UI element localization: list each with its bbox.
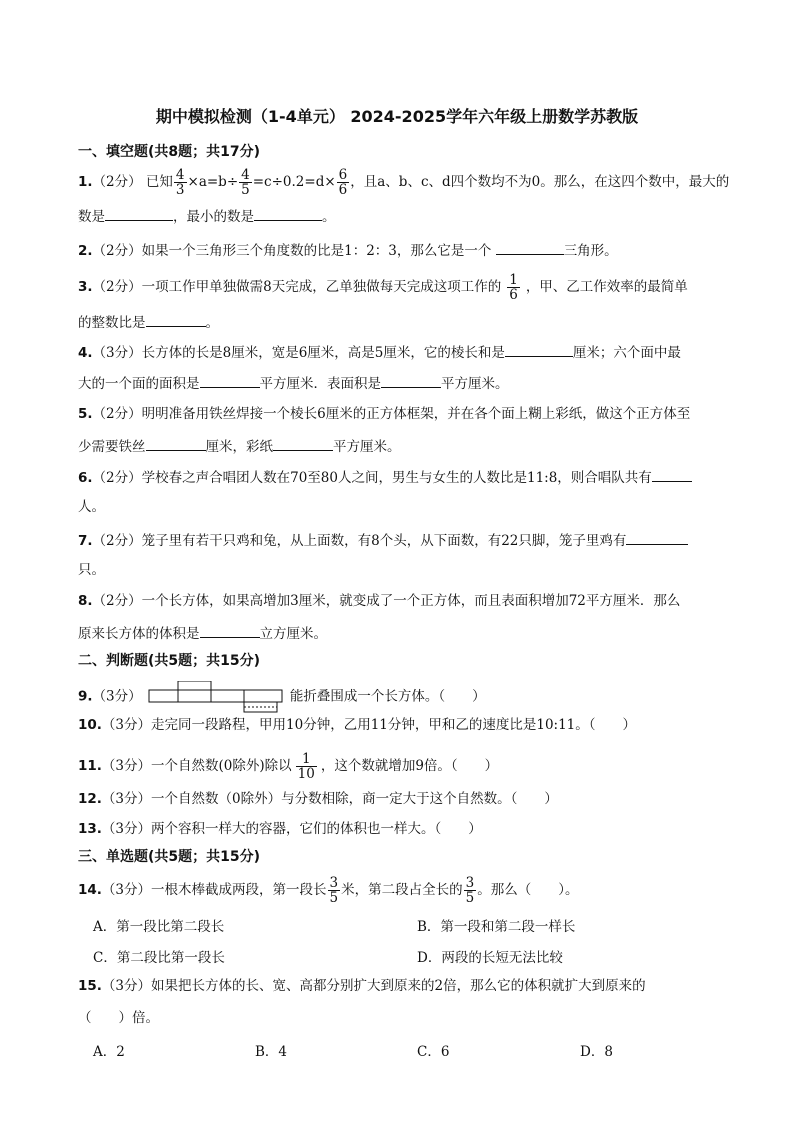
question-number: 1.: [78, 174, 93, 190]
section-heading-single-choice: 三、单选题(共5题；共15分): [78, 849, 261, 865]
option-b[interactable]: B．4: [255, 1044, 288, 1060]
option-d[interactable]: D．8: [580, 1044, 613, 1060]
question-11: 11.（3分）一个自然数(0除外)除以 $\frac{1}{10}$ ，这个数就增加9倍。（ ）: [78, 751, 499, 782]
question-9: 9.（3分） 能折叠围成一个长方体。（ ）: [78, 681, 486, 713]
question-4: 4.（3分）长方体的长是8厘米，宽是6厘米，高是5厘米，它的棱长和是 厘米；六个面中最: [78, 342, 681, 362]
option-c[interactable]: C．6: [417, 1044, 450, 1060]
section-heading-fill-in: 一、填空题(共8题；共17分): [78, 144, 261, 160]
question-6: 6.（2分）学校春之声合唱团人数在70至80人之间，男生与女生的人数比是11:8，则合唱队共有: [78, 467, 692, 487]
question-score: （2分）: [92, 174, 142, 190]
answer-blank[interactable]: [146, 312, 206, 327]
fraction: $\frac{4}{3}$: [175, 167, 185, 198]
question-4-line-2: 大的一个面的面积是 平方厘米．表面积是 平方厘米。: [78, 373, 509, 393]
answer-blank[interactable]: [200, 373, 260, 388]
answer-blank[interactable]: [273, 436, 333, 451]
answer-blank[interactable]: [200, 623, 260, 638]
question-1: 1.（2分） 已知 $\frac{4}{3}$ ×a=b÷ $\frac{4}{5}$ =c÷0.2=d× $\frac{6}{6}$ ，且a、b、c、d四个数均不为0。那么，在这四个数中，最大的: [78, 167, 730, 198]
fraction: $\frac{1}{6}$: [509, 272, 518, 303]
question-14: 14.（3分）一根木棒截成两段，第一段长 $\frac{3}{5}$ 米，第二段占全长的 $\frac{3}{5}$ 。那么（ ）。: [78, 875, 579, 906]
question-12: 12.（3分）一个自然数（0除外）与分数相除，商一定大于这个自然数。（ ）: [78, 791, 558, 807]
option-d[interactable]: D．两段的长短无法比较: [417, 950, 563, 966]
fraction: $\frac{4}{5}$: [241, 167, 250, 198]
question-3-line-2: 的整数比是 。: [78, 312, 219, 332]
option-a[interactable]: A．第一段比第二段长: [93, 919, 225, 935]
answer-blank[interactable]: [381, 373, 441, 388]
answer-blank[interactable]: [146, 436, 206, 451]
question-3: 3.（2分）一项工作甲单独做需8天完成，乙单独做每天完成这项工作的 $\frac{1}{6}$ ，甲、乙工作效率的最简单: [78, 272, 688, 303]
option-b[interactable]: B．第一段和第二段一样长: [417, 919, 576, 935]
question-1-line-2: 数是 ，最小的数是 。: [78, 206, 336, 226]
question-10: 10.（3分）走完同一段路程，甲用10分钟，乙用11分钟，甲和乙的速度比是10:11。（ ）: [78, 717, 637, 733]
answer-blank[interactable]: [505, 342, 573, 357]
section-heading-judgement: 二、判断题(共5题；共15分): [78, 653, 261, 669]
question-8-line-2: 原来长方体的体积是 立方厘米。: [78, 623, 327, 643]
fraction: $\frac{1}{10}$: [297, 751, 315, 782]
question-15: 15.（3分）如果把长方体的长、宽、高都分别扩大到原来的2倍，那么它的体积就扩大到原来的: [78, 978, 646, 994]
question-7-line-2: 只。: [78, 562, 105, 578]
answer-blank[interactable]: [652, 467, 692, 482]
question-5: 5.（2分）明明准备用铁丝焊接一个棱长6厘米的正方体框架，并在各个面上糊上彩纸，做这个正方体至: [78, 406, 691, 422]
fraction: $\frac{3}{5}$: [329, 875, 339, 906]
question-15-line-2: （ ）倍。: [78, 1010, 159, 1026]
question-2: 2.（2分）如果一个三角形三个角度数的比是1：2：3，那么它是一个 三角形。: [78, 240, 618, 260]
answer-blank[interactable]: [254, 206, 322, 221]
option-a[interactable]: A．2: [93, 1044, 125, 1060]
question-6-line-2: 人。: [78, 499, 105, 515]
question-8: 8.（2分）一个长方体，如果高增加3厘米，就变成了一个正方体，而且表面积增加72平方厘米．那么: [78, 593, 681, 609]
answer-blank[interactable]: [626, 530, 688, 545]
question-7: 7.（2分）笼子里有若干只鸡和兔，从上面数，有8个头，从下面数，有22只脚，笼子里鸡有: [78, 530, 688, 550]
answer-blank[interactable]: [105, 206, 173, 221]
answer-blank[interactable]: [496, 240, 564, 255]
cuboid-net-diagram: [148, 681, 284, 713]
fraction: $\frac{3}{5}$: [465, 875, 475, 906]
question-13: 13.（3分）两个容积一样大的容器，它们的体积也一样大。（ ）: [78, 821, 482, 837]
option-c[interactable]: C．第二段比第一段长: [93, 950, 225, 966]
page-title: 期中模拟检测（1-4单元） 2024-2025学年六年级上册数学苏教版: [155, 107, 639, 126]
question-5-line-2: 少需要铁丝 厘米，彩纸 平方厘米。: [78, 436, 401, 456]
fraction: $\frac{6}{6}$: [338, 167, 348, 198]
